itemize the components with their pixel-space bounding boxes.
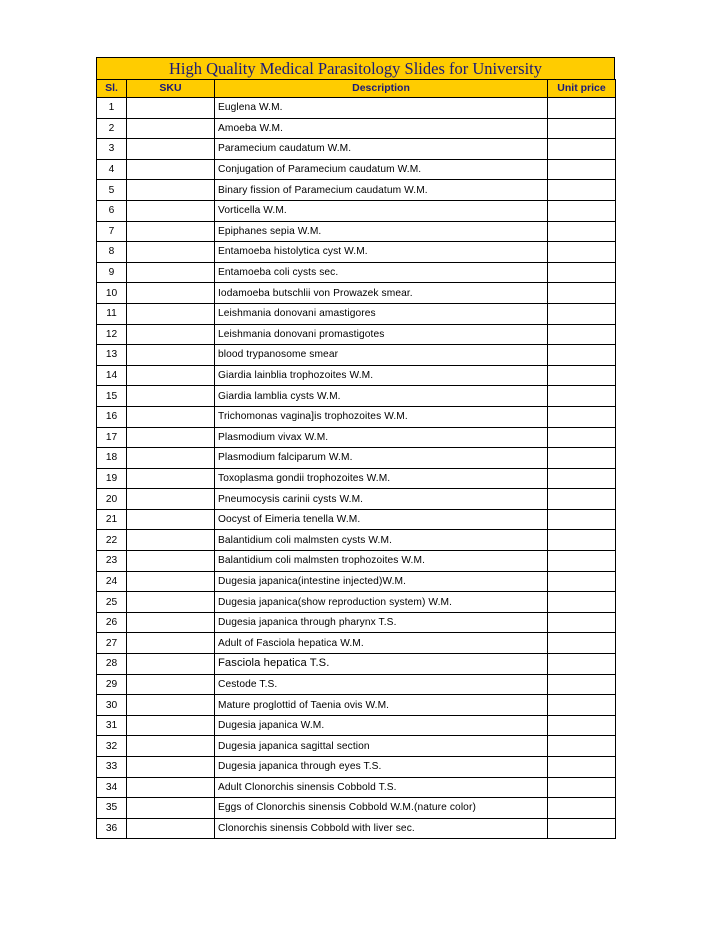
table-row [97,509,616,530]
row-sku-cell [127,818,215,839]
header-unit-price: Unit price [548,80,616,98]
row-sku-cell [127,736,215,757]
row-description-cell: Eggs of Clonorchis sinensis Cobbold W.M.(nature color) [215,798,548,819]
table-row [97,139,616,160]
row-sl-cell: 25 [97,592,127,613]
row-sku-cell [127,674,215,695]
row-sku-cell [127,468,215,489]
row-sku-cell [127,406,215,427]
row-sl-cell: 1 [97,98,127,119]
row-unit-price-cell [548,98,616,119]
header-sl: Sl. [97,80,127,98]
table-row [97,200,616,221]
row-sku-cell [127,654,215,675]
table-row [97,757,616,778]
row-description-cell: Euglena W.M. [215,98,548,119]
row-sl-cell: 2 [97,118,127,139]
row-unit-price-cell [548,798,616,819]
row-description-cell: Amoeba W.M. [215,118,548,139]
table-row [97,612,616,633]
row-description-cell: Mature proglottid of Taenia ovis W.M. [215,695,548,716]
table-row [97,159,616,180]
row-sl-cell: 9 [97,262,127,283]
row-sku-cell [127,571,215,592]
row-description-cell: Conjugation of Paramecium caudatum W.M. [215,159,548,180]
row-description-cell: Clonorchis sinensis Cobbold with liver sec. [215,818,548,839]
row-sl-cell: 29 [97,674,127,695]
row-sl-cell: 15 [97,386,127,407]
row-sku-cell [127,592,215,613]
row-unit-price-cell [548,612,616,633]
row-sl-cell: 10 [97,283,127,304]
row-unit-price-cell [548,365,616,386]
row-description-cell: Iodamoeba butschlii von Prowazek smear. [215,283,548,304]
table-row [97,242,616,263]
row-unit-price-cell [548,448,616,469]
row-description-cell: blood trypanosome smear [215,345,548,366]
table-row [97,571,616,592]
row-description-cell: Adult of Fasciola hepatica W.M. [215,633,548,654]
row-unit-price-cell [548,262,616,283]
row-description-cell: Leishmania donovani promastigotes [215,324,548,345]
table-row [97,262,616,283]
row-unit-price-cell [548,489,616,510]
row-sku-cell [127,98,215,119]
table-row [97,777,616,798]
row-sku-cell [127,757,215,778]
row-description-cell: Dugesia japanica(intestine injected)W.M. [215,571,548,592]
table-row [97,118,616,139]
row-sku-cell [127,509,215,530]
table-row [97,715,616,736]
table-row [97,324,616,345]
row-unit-price-cell [548,468,616,489]
row-description-cell: Giardia lamblia cysts W.M. [215,386,548,407]
row-sku-cell [127,159,215,180]
row-sl-cell: 24 [97,571,127,592]
table-row [97,489,616,510]
row-unit-price-cell [548,571,616,592]
row-description-cell: Oocyst of Eimeria tenella W.M. [215,509,548,530]
table-row [97,448,616,469]
row-description-cell: Dugesia japanica through eyes T.S. [215,757,548,778]
row-description-cell: Balantidium coli malmsten trophozoites W.M. [215,551,548,572]
row-sku-cell [127,715,215,736]
row-unit-price-cell [548,221,616,242]
row-sl-cell: 34 [97,777,127,798]
table-row [97,592,616,613]
row-sku-cell [127,777,215,798]
row-sku-cell [127,695,215,716]
row-sku-cell [127,180,215,201]
row-sl-cell: 32 [97,736,127,757]
row-sl-cell: 19 [97,468,127,489]
header-sku: SKU [127,80,215,98]
row-sl-cell: 8 [97,242,127,263]
row-unit-price-cell [548,777,616,798]
row-unit-price-cell [548,695,616,716]
table-row [97,345,616,366]
row-sl-cell: 13 [97,345,127,366]
row-description-cell: Giardia lainblia trophozoites W.M. [215,365,548,386]
table-row [97,427,616,448]
row-sl-cell: 22 [97,530,127,551]
row-description-cell: Plasmodium vivax W.M. [215,427,548,448]
sheet-title: High Quality Medical Parasitology Slides for University [96,57,615,79]
row-sl-cell: 3 [97,139,127,160]
row-sl-cell: 17 [97,427,127,448]
row-unit-price-cell [548,139,616,160]
row-sl-cell: 21 [97,509,127,530]
table-row [97,695,616,716]
row-sl-cell: 6 [97,200,127,221]
row-sl-cell: 36 [97,818,127,839]
row-description-cell: Cestode T.S. [215,674,548,695]
row-description-cell: Leishmania donovani amastigores [215,303,548,324]
table-row [97,674,616,695]
row-description-cell: Fasciola hepatica T.S. [215,654,548,675]
row-sl-cell: 12 [97,324,127,345]
table-row [97,180,616,201]
row-unit-price-cell [548,592,616,613]
row-description-cell: Dugesia japanica W.M. [215,715,548,736]
row-sku-cell [127,200,215,221]
row-unit-price-cell [548,715,616,736]
row-unit-price-cell [548,345,616,366]
row-sl-cell: 27 [97,633,127,654]
row-unit-price-cell [548,118,616,139]
row-description-cell: Adult Clonorchis sinensis Cobbold T.S. [215,777,548,798]
row-unit-price-cell [548,427,616,448]
table-row [97,365,616,386]
row-sku-cell [127,427,215,448]
row-unit-price-cell [548,180,616,201]
row-unit-price-cell [548,654,616,675]
row-description-cell: Trichomonas vagina]is trophozoites W.M. [215,406,548,427]
table-row [97,386,616,407]
row-sl-cell: 31 [97,715,127,736]
row-unit-price-cell [548,551,616,572]
price-sheet [96,57,615,839]
row-sl-cell: 35 [97,798,127,819]
row-sku-cell [127,324,215,345]
row-sku-cell [127,551,215,572]
row-description-cell: Dugesia japanica sagittal section [215,736,548,757]
row-sku-cell [127,365,215,386]
table-row [97,633,616,654]
header-row [97,80,616,98]
table-row [97,798,616,819]
row-unit-price-cell [548,242,616,263]
row-description-cell: Dugesia japanica(show reproduction system) W.M. [215,592,548,613]
row-unit-price-cell [548,509,616,530]
row-unit-price-cell [548,633,616,654]
table-row [97,530,616,551]
row-sl-cell: 26 [97,612,127,633]
row-sku-cell [127,798,215,819]
row-unit-price-cell [548,386,616,407]
row-unit-price-cell [548,736,616,757]
row-unit-price-cell [548,674,616,695]
row-sku-cell [127,386,215,407]
row-sku-cell [127,345,215,366]
table-row [97,406,616,427]
row-sl-cell: 18 [97,448,127,469]
row-unit-price-cell [548,159,616,180]
table-row [97,551,616,572]
row-description-cell: Toxoplasma gondii trophozoites W.M. [215,468,548,489]
table-row [97,98,616,119]
row-sl-cell: 33 [97,757,127,778]
row-sl-cell: 16 [97,406,127,427]
row-description-cell: Plasmodium falciparum W.M. [215,448,548,469]
row-unit-price-cell [548,324,616,345]
row-sku-cell [127,303,215,324]
row-unit-price-cell [548,530,616,551]
row-sl-cell: 14 [97,365,127,386]
row-description-cell: Pneumocysis carinii cysts W.M. [215,489,548,510]
table-row [97,468,616,489]
row-description-cell: Epiphanes sepia W.M. [215,221,548,242]
row-sku-cell [127,242,215,263]
row-description-cell: Dugesia japanica through pharynx T.S. [215,612,548,633]
row-description-cell: Binary fission of Paramecium caudatum W.M. [215,180,548,201]
row-description-cell: Paramecium caudatum W.M. [215,139,548,160]
table-row [97,221,616,242]
row-sl-cell: 7 [97,221,127,242]
row-sl-cell: 23 [97,551,127,572]
row-sku-cell [127,139,215,160]
row-description-cell: Entamoeba coli cysts sec. [215,262,548,283]
row-unit-price-cell [548,406,616,427]
table-row [97,736,616,757]
table-row [97,283,616,304]
row-sl-cell: 28 [97,654,127,675]
row-sku-cell [127,612,215,633]
row-unit-price-cell [548,200,616,221]
row-unit-price-cell [548,818,616,839]
row-sku-cell [127,221,215,242]
row-unit-price-cell [548,283,616,304]
row-sl-cell: 4 [97,159,127,180]
row-sku-cell [127,448,215,469]
row-sku-cell [127,530,215,551]
row-sl-cell: 20 [97,489,127,510]
table-row [97,654,616,675]
row-description-cell: Vorticella W.M. [215,200,548,221]
header-description: Description [215,80,548,98]
table-row [97,303,616,324]
row-sku-cell [127,118,215,139]
table-row [97,818,616,839]
slides-table [96,79,616,839]
row-description-cell: Balantidium coli malmsten cysts W.M. [215,530,548,551]
row-sku-cell [127,489,215,510]
row-sku-cell [127,262,215,283]
row-sl-cell: 30 [97,695,127,716]
row-sl-cell: 5 [97,180,127,201]
row-unit-price-cell [548,303,616,324]
row-sku-cell [127,283,215,304]
row-sku-cell [127,633,215,654]
row-unit-price-cell [548,757,616,778]
row-description-cell: Entamoeba histolytica cyst W.M. [215,242,548,263]
row-sl-cell: 11 [97,303,127,324]
